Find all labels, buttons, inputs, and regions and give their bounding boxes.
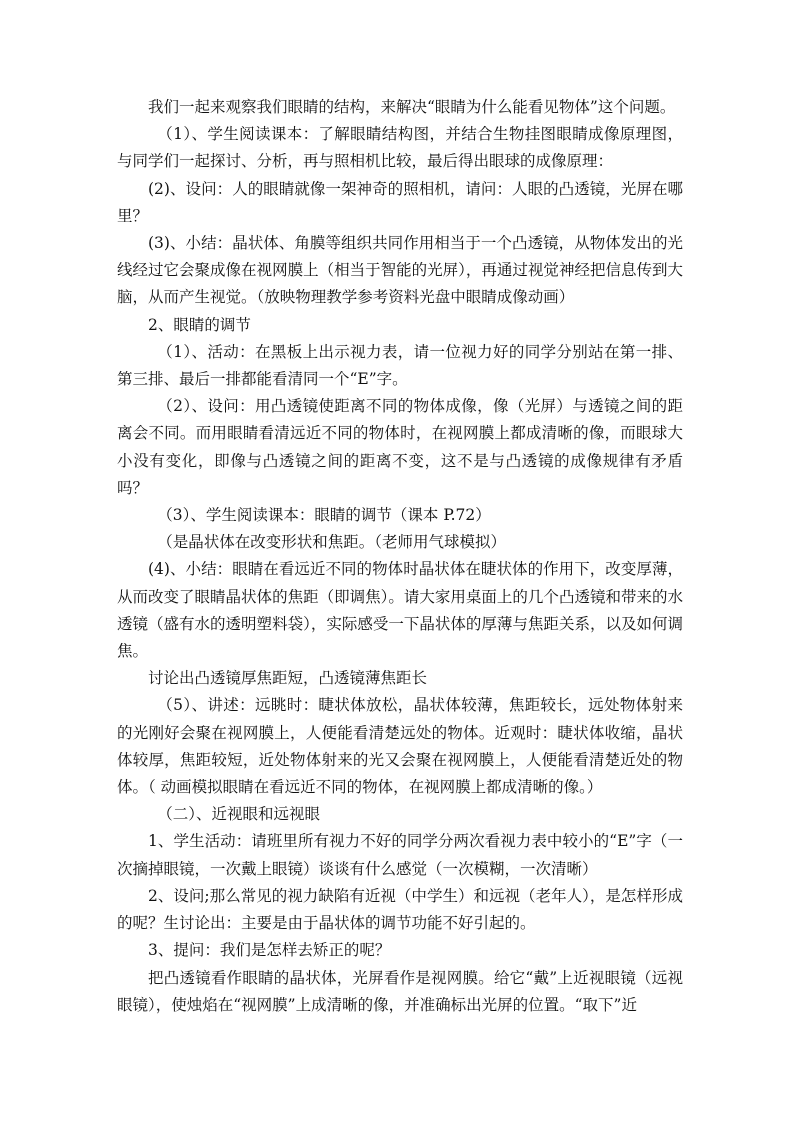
paragraph-step-2: (2)、设问：人的眼睛就像一架神奇的照相机，请问：人眼的凸透镜，光屏在哪里？ <box>117 179 683 225</box>
document-body <box>117 94 683 1019</box>
paragraph-question: （2）、设问：用凸透镜使距离不同的物体成像，像（光屏）与透镜之间的距离会不同。而用眼睛看清远近不同的物体时，在视网膜上都成清晰的像，而眼球大小没有变化，即像与凸透镜之间的距离不变，这不是与凸透镜的成像规律有矛盾吗？ <box>117 397 683 497</box>
section-heading-eye-adjustment: 2、眼睛的调节 <box>148 315 251 334</box>
paragraph-vision-defects: 2、设问;那么常见的视力缺陷有近视（中学生）和远视（老年人），是怎样形成的呢？生讨论出：主要是由于晶状体的调节功能不好引起的。 <box>117 886 683 933</box>
paragraph-step-3: (3)、小结：晶状体、角膜等组织共同作用相当于一个凸透镜，从物体发出的光线经过它会聚成像在视网膜上（相当于智能的光屏），再通过视觉神经把信息传到大脑，从而产生视觉。（放映物理教学参考资料光盘中眼睛成像动画） <box>117 234 683 307</box>
paragraph-correction-question: 3、提问：我们是怎样去矫正的呢？ <box>148 941 391 960</box>
section-heading-myopia-hyperopia: （二）、近视眼和远视眼 <box>157 805 321 824</box>
paragraph-explanation: （5）、讲述：远眺时：睫状体放松，晶状体较薄，焦距较长，远处物体射来的光刚好会聚在视网膜上，人便能看清楚远处的物体。近观时：睫状体收缩，晶状体较厚，焦距较短，近处物体射来的光又会聚在视网膜上，人便能看清楚近处的物体。（ 动画模拟眼睛在看远近不同的物体，在视网膜上都成清晰的像。） <box>117 696 683 797</box>
paragraph-step-1: （1）、学生阅读课本：了解眼睛结构图，并结合生物挂图眼睛成像原理图，与同学们一起探讨、分析，再与照相机比较，最后得出眼球的成像原理： <box>117 125 683 171</box>
paragraph-discussion: 讨论出凸透镜厚焦距短，凸透镜薄焦距长 <box>148 669 428 688</box>
paragraph-summary: (4)、小结：眼睛在看远近不同的物体时晶状体在睫状体的作用下，改变厚薄，从而改变了眼睛晶状体的焦距（即调焦）。请大家用桌面上的几个凸透镜和带来的水透镜（盛有水的透明塑料袋），实际感受一下晶状体的厚薄与焦距关系，以及如何调焦。 <box>117 560 683 661</box>
paragraph-activity: （1）、活动：在黑板上出示视力表，请一位视力好的同学分别站在第一排、第三排、最后一排都能看清同一个“E”字。 <box>117 342 683 389</box>
paragraph-student-activity: 1、学生活动：请班里所有视力不好的同学分两次看视力表中较小的“E”字（一次摘掉眼镜，一次戴上眼镜）谈谈有什么感觉（一次模糊，一次清晰） <box>117 832 683 878</box>
paragraph-correction-demo: 把凸透镜看作眼睛的晶状体，光屏看作是视网膜。给它“戴”上近视眼镜（远视眼镜），使烛焰在“视网膜”上成清晰的像，并准确标出光屏的位置。“取下”近 <box>117 968 683 1014</box>
paragraph-intro: 我们一起来观察我们眼睛的结构，来解决“眼睛为什么能看见物体”这个问题。 <box>148 98 676 116</box>
paragraph-reading: （3）、学生阅读课本：眼睛的调节（课本 P.72） <box>157 506 491 525</box>
paragraph-lens-note: （是晶状体在改变形状和焦距。（老师用气球模拟） <box>157 533 507 552</box>
